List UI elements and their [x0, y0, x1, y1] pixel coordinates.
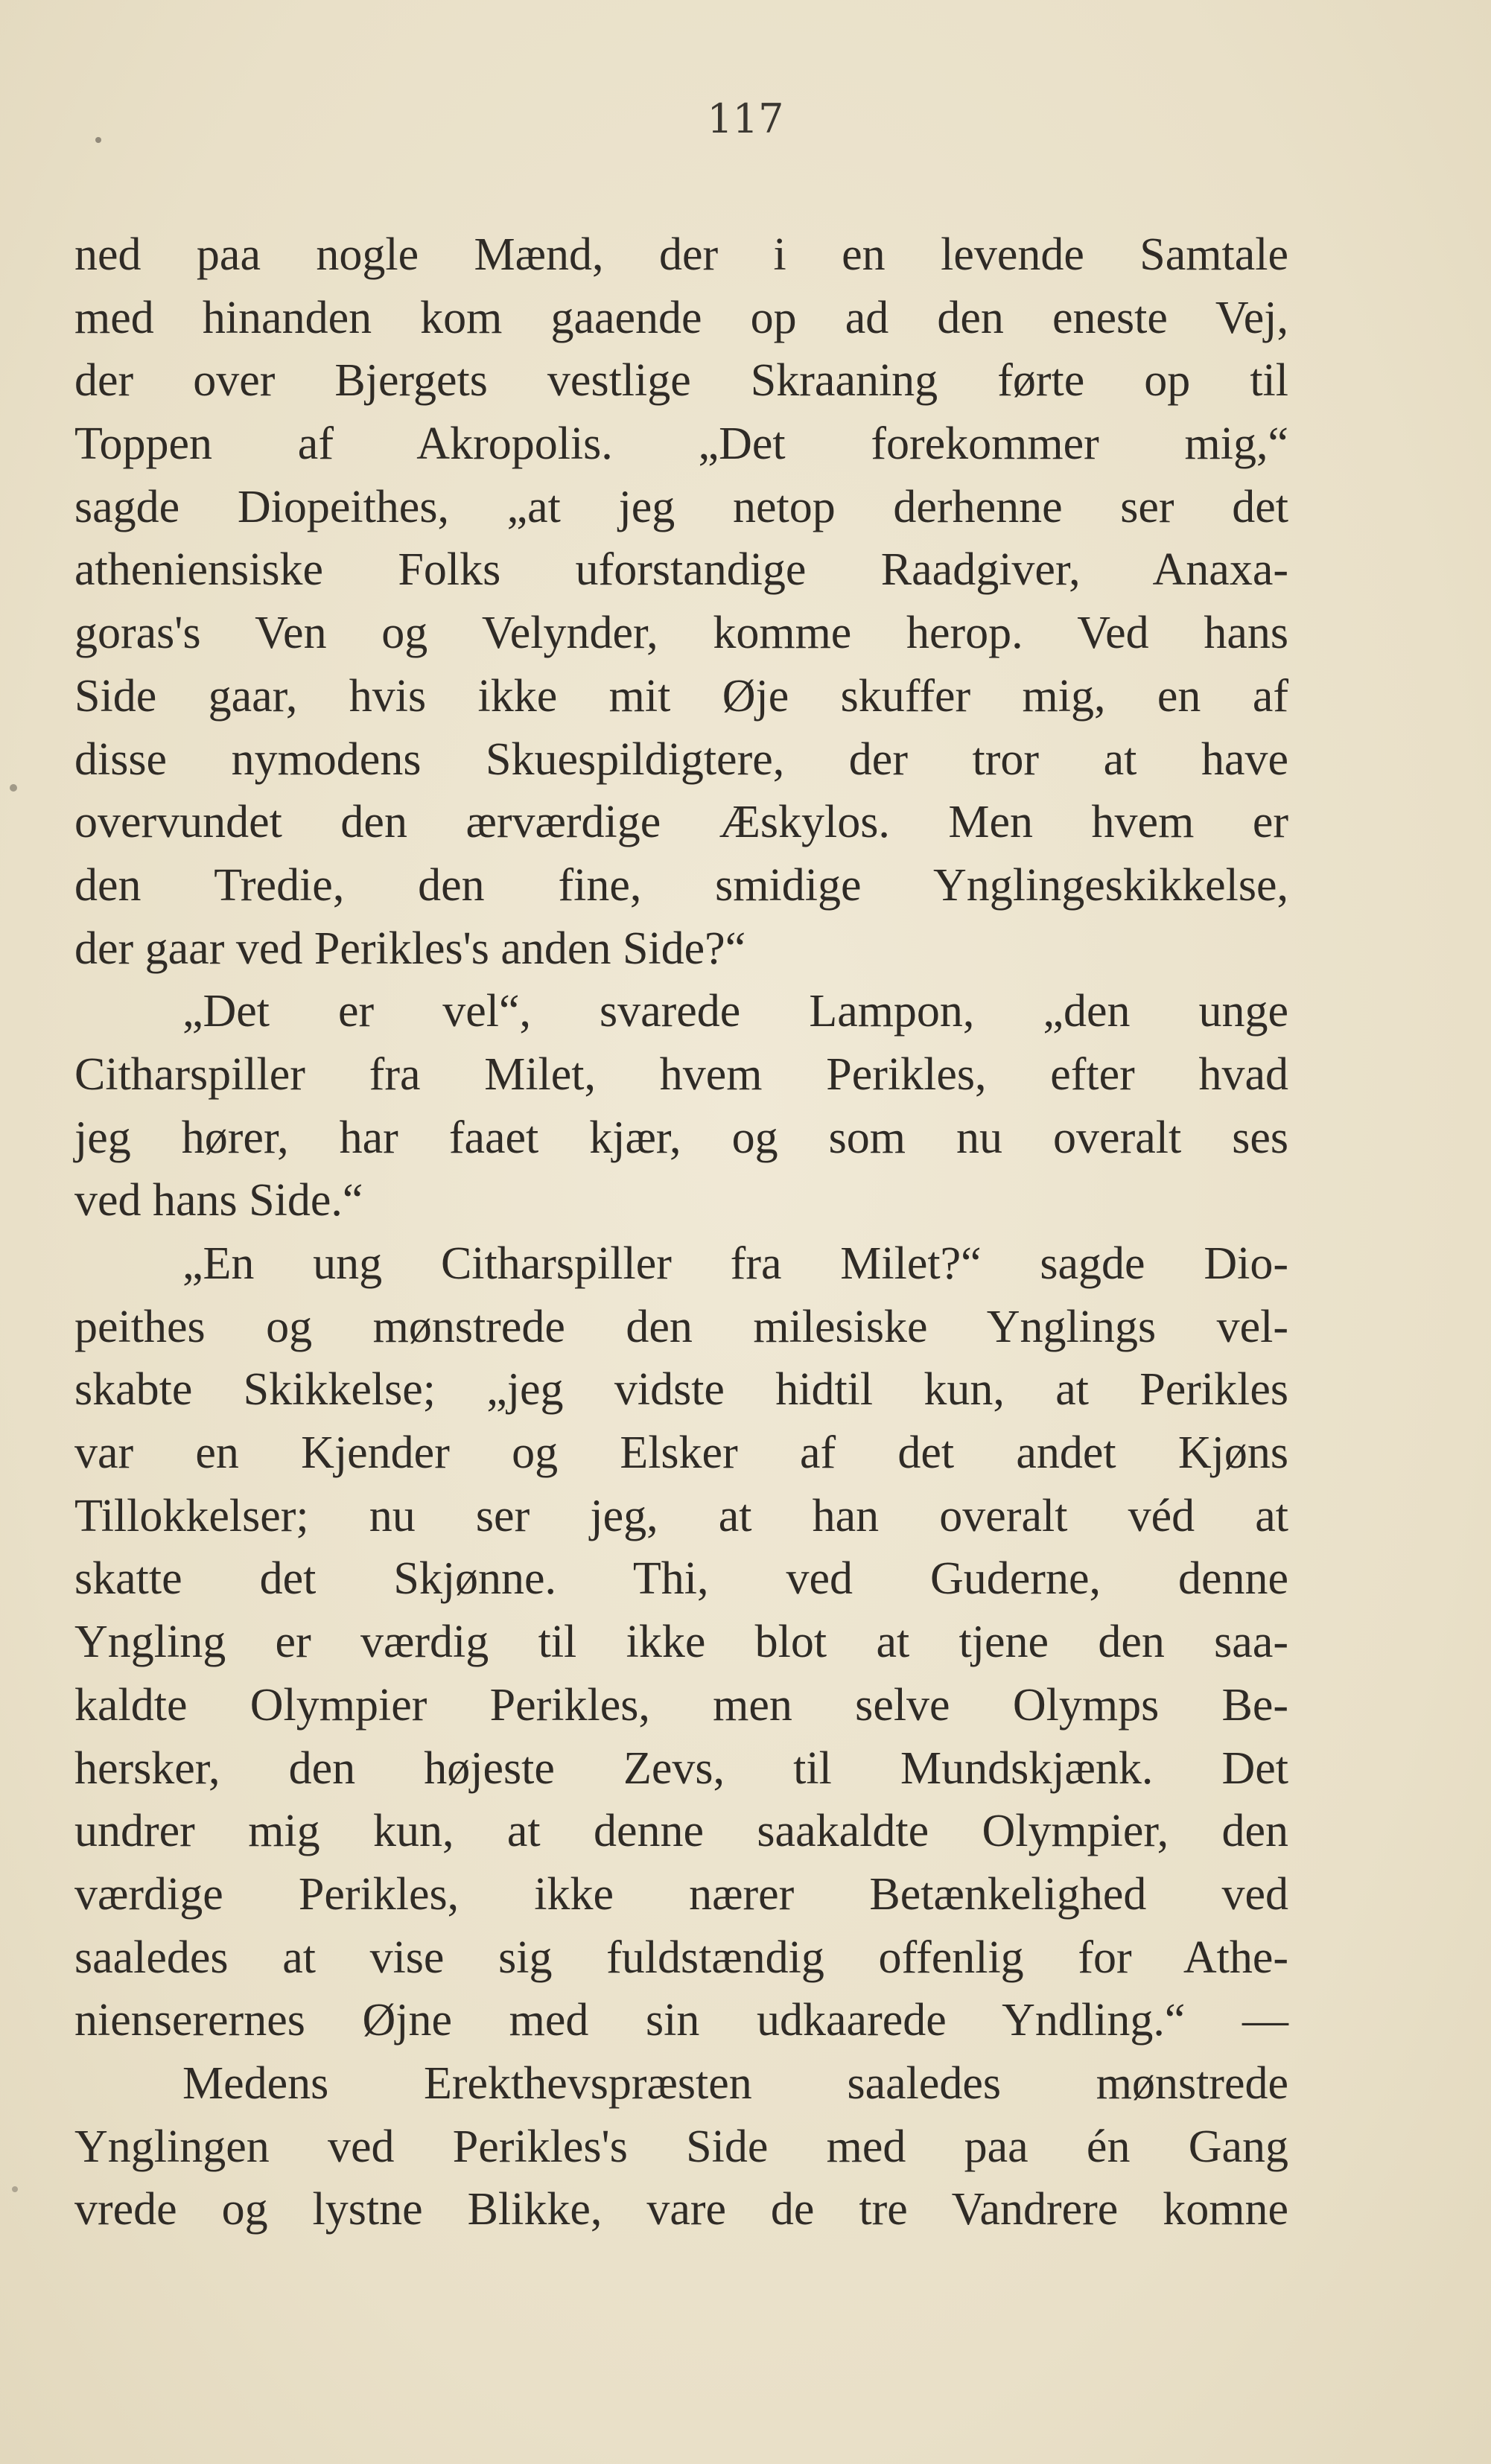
text-line: ved hans Side.“ [74, 1175, 363, 1226]
text-line: Toppen af Akropolis. „Det forekommer mig,“ [74, 418, 1288, 470]
text-line: var en Kjender og Elsker af det andet Kjøns [74, 1427, 1288, 1479]
text-line: ned paa nogle Mænd, der i en levende Samtale [74, 229, 1288, 280]
text-line: jeg hører, har faaet kjær, og som nu overalt ses [74, 1112, 1288, 1163]
text-line: „Det er vel“, svarede Lampon, „den unge [182, 986, 1288, 1037]
text-line: nienserernes Øjne med sin udkaarede Yndling.“ — [74, 1995, 1288, 2046]
text-line: sagde Diopeithes, „at jeg netop derhenne ser det [74, 481, 1288, 532]
text-line: skatte det Skjønne. Thi, ved Guderne, denne [74, 1553, 1288, 1605]
text-line: der gaar ved Perikles's anden Side?“ [74, 923, 746, 974]
text-line: Ynglingen ved Perikles's Side med paa én Gang [74, 2121, 1288, 2172]
text-line: saaledes at vise sig fuldstændig offenlig for Athe- [74, 1932, 1288, 1983]
text-line: Tillokkelser; nu ser jeg, at han overalt véd at [74, 1490, 1288, 1541]
page-number: 117 [707, 95, 784, 142]
text-line: disse nymodens Skuespildigtere, der tror at have [74, 733, 1288, 785]
body-text [74, 223, 1288, 2241]
text-line: undrer mig kun, at denne saakaldte Olympier, den [74, 1806, 1288, 1857]
text-line: atheniensiske Folks uforstandige Raadgiver, Anaxa- [74, 544, 1288, 596]
text-line: hersker, den højeste Zevs, til Mundskjænk. Det [74, 1742, 1288, 1794]
text-line: med hinanden kom gaaende op ad den eneste Vej, [74, 292, 1288, 343]
text-line: Medens Erekthevspræsten saaledes mønstrede [182, 2057, 1288, 2109]
text-line: vrede og lystne Blikke, vare de tre Vandrere komne [74, 2184, 1288, 2235]
text-line: Citharspiller fra Milet, hvem Perikles, efter hvad [74, 1048, 1288, 1100]
text-line: kaldte Olympier Perikles, men selve Olymps Be- [74, 1679, 1288, 1731]
text-line: peithes og mønstrede den milesiske Ynglings vel- [74, 1301, 1288, 1352]
text-line: den Tredie, den fine, smidige Ynglingeskikkelse, [74, 859, 1288, 911]
paper-speck [10, 784, 17, 792]
text-line: Side gaar, hvis ikke mit Øje skuffer mig, en af [74, 670, 1288, 722]
text-line: der over Bjergets vestlige Skraaning førte op til [74, 355, 1288, 407]
paper-speck [12, 2186, 18, 2192]
text-line: værdige Perikles, ikke nærer Betænkelighed ved [74, 1868, 1288, 1920]
text-line: goras's Ven og Velynder, komme herop. Ved hans [74, 608, 1288, 659]
text-line: Yngling er værdig til ikke blot at tjene den saa- [74, 1617, 1288, 1668]
text-line: skabte Skikkelse; „jeg vidste hidtil kun, at Perikles [74, 1364, 1288, 1416]
text-line: „En ung Citharspiller fra Milet?“ sagde Dio- [182, 1238, 1288, 1289]
text-line: overvundet den ærværdige Æskylos. Men hvem er [74, 797, 1288, 848]
